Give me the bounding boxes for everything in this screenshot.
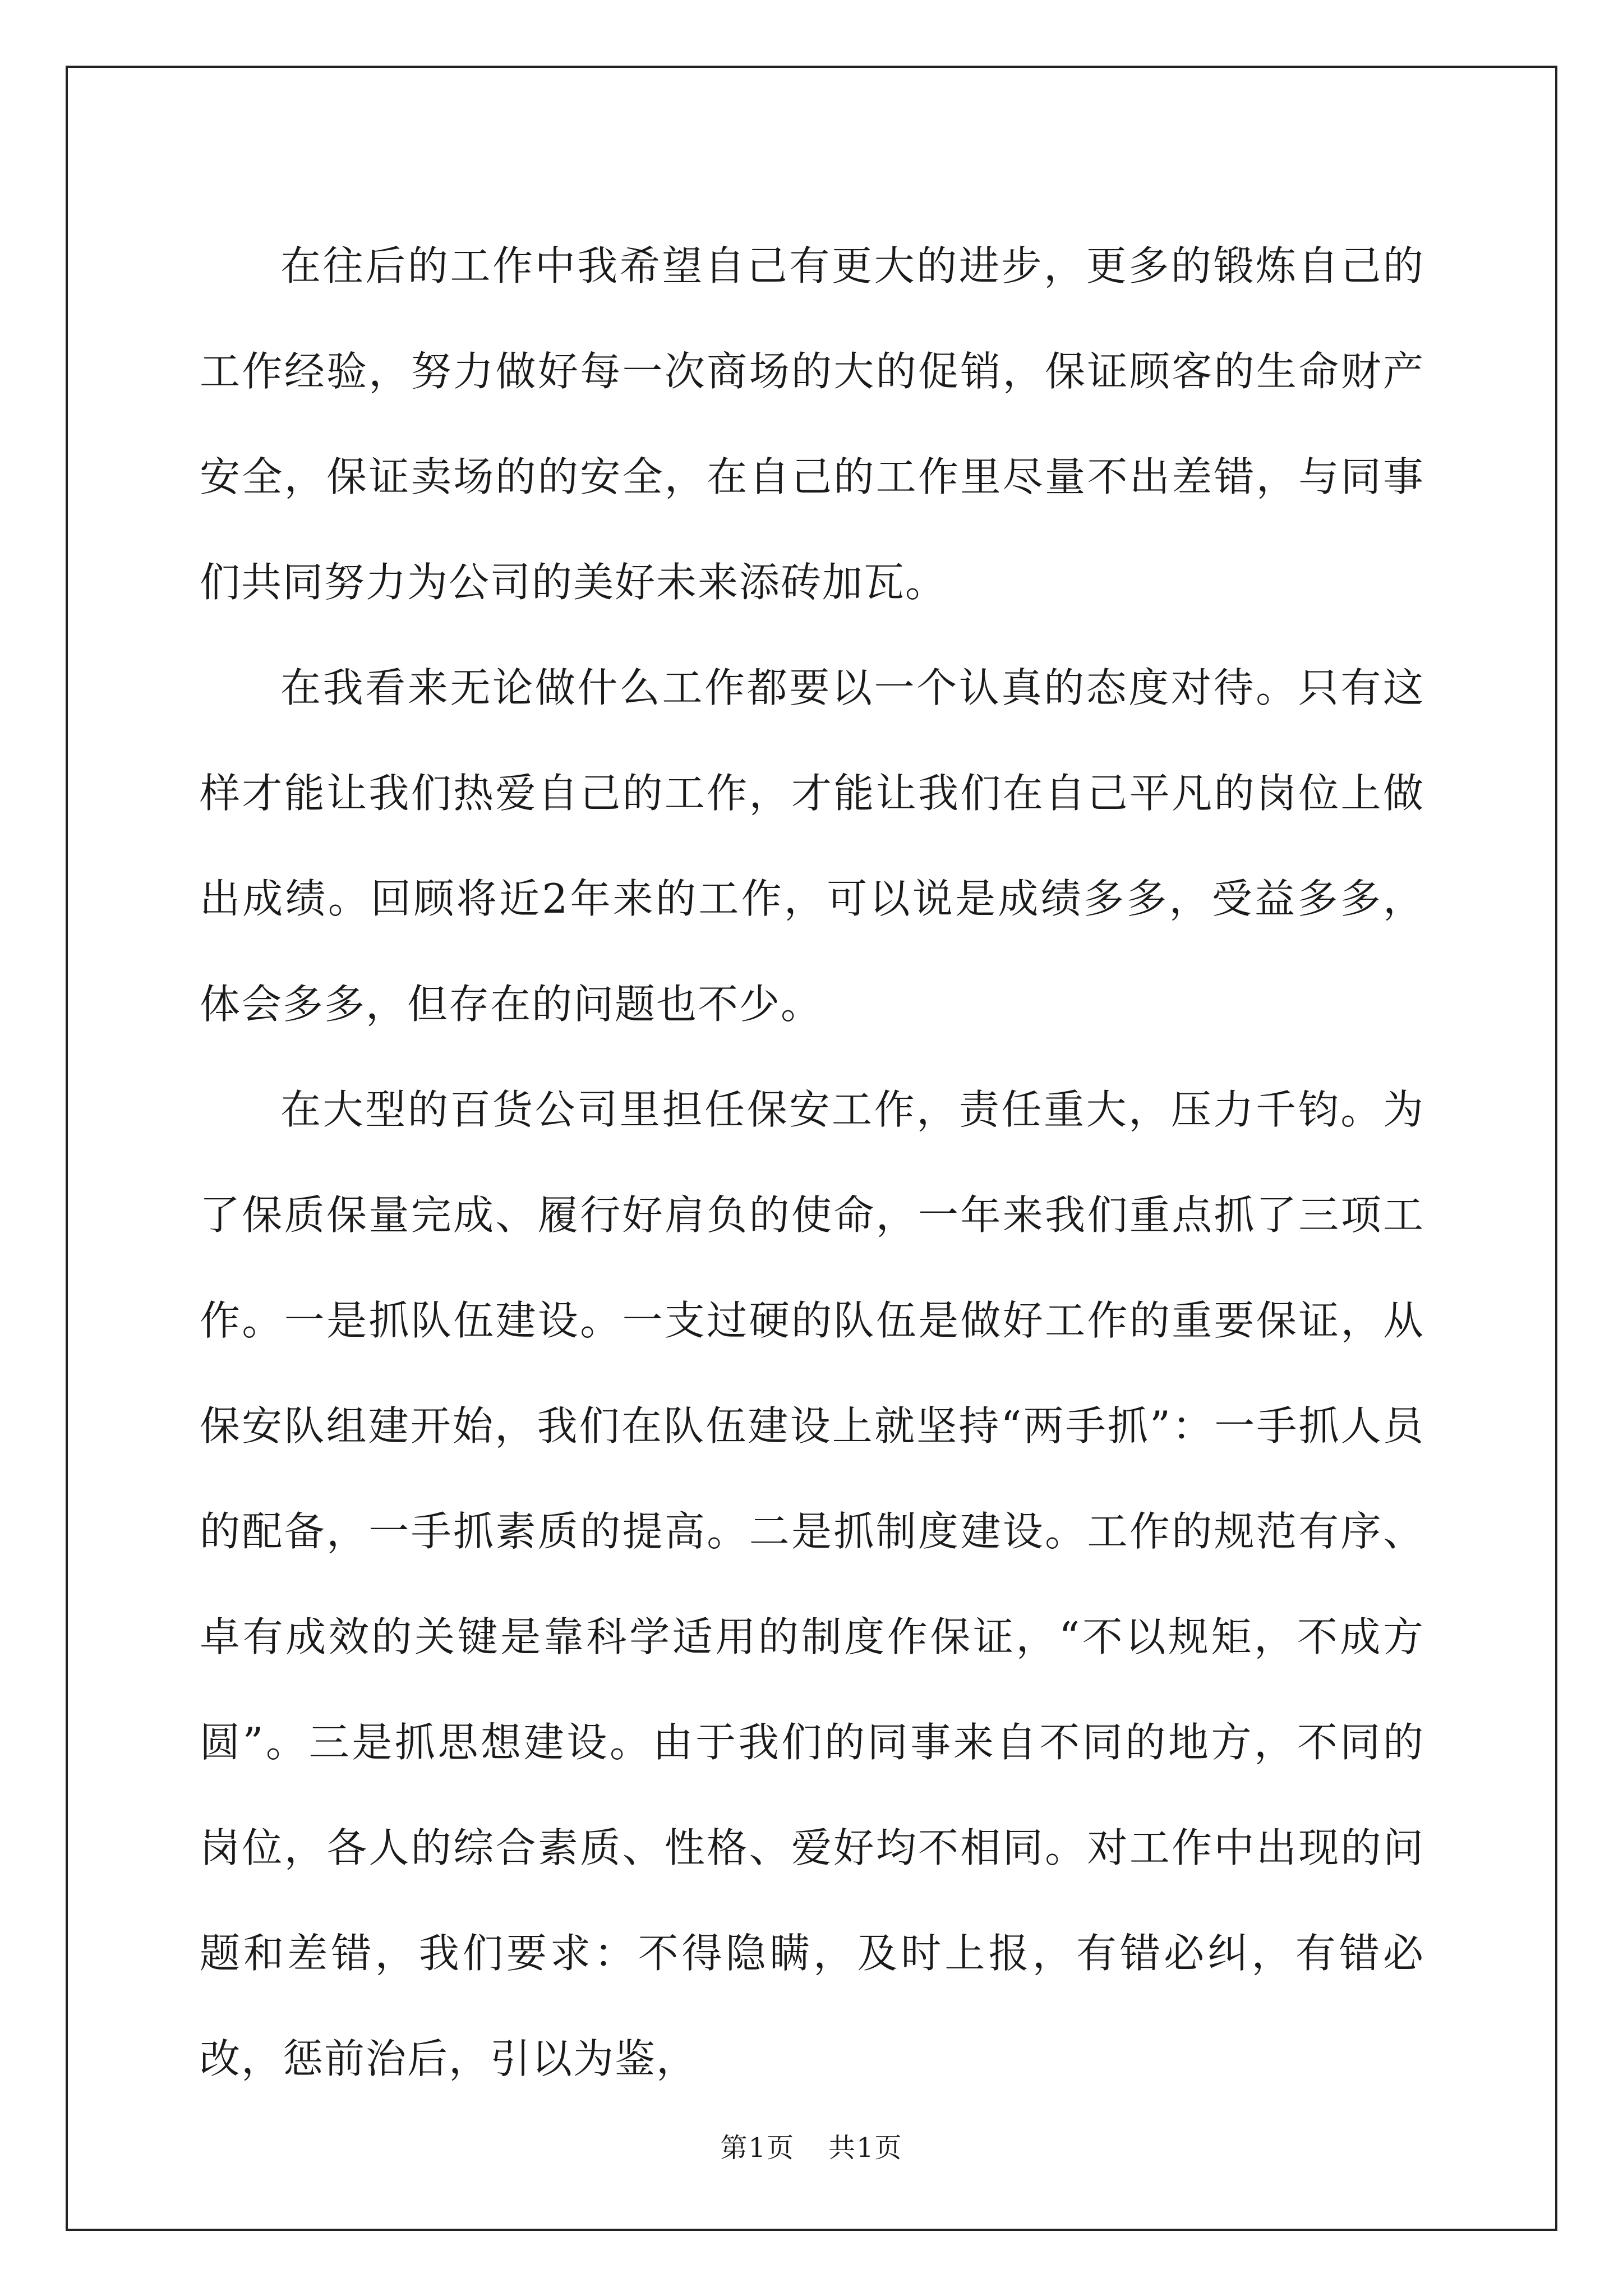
page-number: 第1页	[720, 2132, 795, 2164]
paragraph: 在大型的百货公司里担任保安工作，责任重大，压力千钧。为了保质保量完成、履行好肩负的使命，一年来我们重点抓了三项工作。一是抓队伍建设。一支过硬的队伍是做好工作的重要保证，从保安队组建开始，我们在队伍建设上就坚持“两手抓”：一手抓人员的配备，一手抓素质的提高。二是抓制度建设。工作的规范有序、卓有成效的关键是靠科学适用的制度作保证，“不以规矩，不成方圆”。三是抓思想建设。由于我们的同事来自不同的地方，不同的岗位，各人的综合素质、性格、爱好均不相同。对工作中出现的问题和差错，我们要求：不得隐瞒，及时上报，有错必纠，有错必改，惩前治后，引以为鉴，	[200, 1086, 1424, 2082]
paragraph: 在往后的工作中我希望自己有更大的进步，更多的锻炼自己的工作经验，努力做好每一次商场的大的促销，保证顾客的生命财产安全，保证卖场的的安全，在自己的工作里尽量不出差错，与同事们共同努力为公司的美好未来添砖加瓦。	[200, 242, 1424, 606]
page-footer	[0, 2126, 1623, 2165]
paragraph: 在我看来无论做什么工作都要以一个认真的态度对待。只有这样才能让我们热爱自己的工作，才能让我们在自己平凡的岗位上做出成绩。回顾将近2年来的工作，可以说是成绩多多，受益多多，体会多多，但存在的问题也不少。	[200, 664, 1424, 1028]
page-total: 共1页	[828, 2132, 903, 2164]
document-body	[200, 213, 1424, 2111]
